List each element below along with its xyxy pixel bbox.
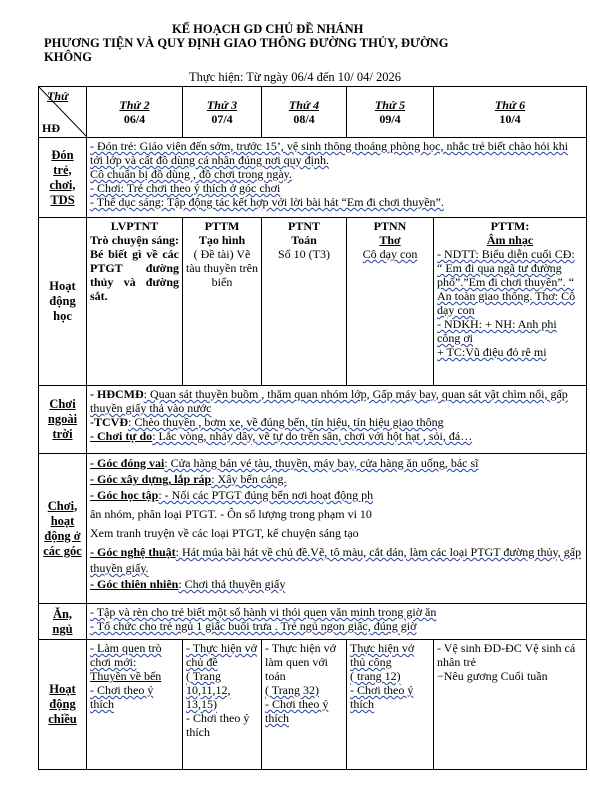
row-label-choi-goc xyxy=(39,454,87,604)
row-label-hoat-dong-hoc: Hoạt động học xyxy=(39,218,87,386)
hoc-body: Trò chuyện sáng: Bé biết gì về các PTGT đường thủy và đường sắt. xyxy=(90,233,179,303)
hoc-sub: Âm nhạc xyxy=(486,233,534,247)
outdoor-text: : Chèo thuyền , bơm xe, về đúng bến, tín hiệu, tín hiệu giao thông xyxy=(128,415,444,429)
title-line-2: PHƯƠNG TIỆN VÀ QUY ĐỊNH GIAO THÔNG ĐƯỜNG THỦY, ĐƯỜNG xyxy=(44,36,449,50)
chieu-line: - Thực hiện vở làm quen với toán xyxy=(265,641,336,683)
day-date: 07/4 xyxy=(211,112,233,126)
chieu-fri xyxy=(434,640,587,770)
day-header-mon xyxy=(87,87,183,138)
hoc-wed xyxy=(262,218,347,386)
day-date: 06/4 xyxy=(123,112,146,126)
row-an-ngu xyxy=(39,604,587,640)
chieu-line: - Chơi theo ý thích xyxy=(350,683,414,711)
row-choi-goc xyxy=(39,454,587,604)
row-label-text: Chơi ngoài trời xyxy=(47,397,78,441)
day-date: 08/4 xyxy=(293,112,315,126)
chieu-line: ( Trang 10,11,12, 13,15) xyxy=(186,669,231,711)
corner-line xyxy=(90,455,583,471)
hoc-line: - NDTT: Biểu diễn cuối CĐ: “ Em đi qua ngã tư đường phố”.”Em đi chơi thuyền”. “ An toàn giao thông. Thơ: Cô dạy con xyxy=(437,247,576,317)
day-name: Thứ 2 xyxy=(119,98,150,112)
day-name: Thứ 6 xyxy=(494,98,526,112)
row-don-tre xyxy=(39,138,587,218)
day-name: Thứ 5 xyxy=(374,98,406,112)
hoc-body: ( Đề tài) Vẽ tàu thuyền trên biển xyxy=(186,247,258,289)
don-tre-content xyxy=(87,138,587,218)
document-title xyxy=(44,22,584,64)
hoc-body: Số 10 (T3) xyxy=(278,247,330,261)
outdoor-head: - HĐCMĐ xyxy=(90,387,144,401)
corner-line: Xem tranh truyện về các loại PTGT, kể chuyện sáng tạo xyxy=(90,526,359,540)
chieu-line: −Nêu gương Cuối tuần xyxy=(437,669,548,683)
outdoor-text: : Lắc vòng, nhảy dây, vẽ tự do trên sân, chơi với hột hạt , sỏi, đá… xyxy=(152,429,473,443)
hoc-title: PTTM: xyxy=(490,219,530,233)
corner-head: - Góc thiên nhiên xyxy=(90,577,179,591)
row-hoat-dong-chieu xyxy=(39,640,587,770)
don-tre-line: - Thể dục sáng: Tập động tác kết hợp với lời bài hát “Em đi chơi thuyền”. xyxy=(90,195,444,209)
corner-head: - Góc nghệ thuật xyxy=(90,545,176,559)
corner-head: - Góc xây dựng, lắp ráp xyxy=(90,472,212,486)
title-line-1: KẾ HOẠCH GD CHỦ ĐỀ NHÁNH xyxy=(172,22,364,36)
row-label-an-ngu xyxy=(39,604,87,640)
chieu-line: - Vệ sinh ĐD-ĐC Vệ sinh cá nhân trẻ xyxy=(437,641,576,669)
hoc-sub: Toán xyxy=(291,233,317,247)
chieu-line: Thực hiện vở thủ công xyxy=(350,641,415,669)
an-ngu-line: - Tập và rèn cho trẻ biết một số hành vi thói quen văn minh trong giờ ăn xyxy=(90,605,437,619)
corner-head: - Góc đóng vai xyxy=(90,456,165,470)
day-date: 10/4 xyxy=(499,112,521,126)
chieu-wed xyxy=(262,640,347,770)
hoc-title: PTTM xyxy=(204,219,240,233)
chieu-line: - Chơi theo ý thích xyxy=(186,711,250,739)
hoc-line: + TC:Vũ điệu đỏ rê mi xyxy=(437,345,547,359)
hoc-sub: Thơ xyxy=(379,233,401,247)
outdoor-line xyxy=(90,415,583,429)
row-label-text: Hoạt động chiều xyxy=(48,682,77,726)
corner-line xyxy=(90,487,583,503)
hoc-tue xyxy=(183,218,262,386)
day-header-tue xyxy=(183,87,262,138)
corner-line: ân nhóm, phân loại PTGT. - Ôn số lượng trong phạm vi 10 xyxy=(90,507,372,521)
chieu-line: ( Trang 32) xyxy=(265,683,320,697)
hoc-fri xyxy=(434,218,587,386)
corner-line xyxy=(90,471,583,487)
title-line-3: KHÔNG xyxy=(44,50,92,64)
row-hoat-dong-hoc xyxy=(39,218,587,386)
corner-text: : Hát múa bài hát về chủ đề.Vẽ, tô màu, cắt dán, làm các loại PTGT đường thủy, gấp thuyền giấy. xyxy=(90,545,582,575)
date-range: Thực hiện: Từ ngày 06/4 đến 10/ 04/ 2026 xyxy=(189,70,401,84)
corner-cell xyxy=(39,87,87,138)
choi-goc-content xyxy=(87,454,587,604)
hoc-title: PTNN xyxy=(373,219,407,233)
hoc-body: Cô dạy con xyxy=(362,247,418,261)
chieu-thu xyxy=(347,640,434,770)
row-choi-ngoai-troi xyxy=(39,386,587,454)
row-label-text: Đón trẻ, chơi, TDS xyxy=(49,147,76,207)
header-row xyxy=(39,87,587,138)
chieu-line: - Chơi theo ý thích xyxy=(265,697,329,725)
corner-head: - Góc học tập xyxy=(90,488,159,502)
hoc-mon xyxy=(87,218,183,386)
chieu-mon xyxy=(87,640,183,770)
day-header-fri xyxy=(434,87,587,138)
don-tre-line: - Đón trẻ: Giáo viên đến sớm, trước 15’, vệ sinh thông thoáng phòng học, nhắc trẻ biết chào hỏi khi tới lớp và cất đồ dùng cá nhân đúng nơi quy định. xyxy=(90,139,569,167)
chieu-line: - Làm quen trò chơi mới: xyxy=(90,641,162,669)
corner-thu-label: Thứ xyxy=(47,89,69,103)
outdoor-text: : Quan sát thuyền buồm , thăm quan nhóm lớp, Gấp máy bay, quan sát vật chìm nổi, gấp thuyền giấy thả vào nước xyxy=(90,387,568,415)
hoc-line: - NDKH: + NH: Anh phi công ơi xyxy=(437,317,557,345)
day-date: 09/4 xyxy=(379,112,401,126)
corner-text: : - Nối các PTGT đúng bến nơi hoạt động ph xyxy=(158,488,374,502)
outdoor-head: - Chơi tự do xyxy=(90,429,153,443)
day-name: Thứ 3 xyxy=(206,98,238,112)
chieu-line: - Chơi theo ý thích xyxy=(90,683,154,711)
an-ngu-content xyxy=(87,604,587,640)
row-label-don-tre xyxy=(39,138,87,218)
corner-text: : Chơi thả thuyền giấy xyxy=(178,577,286,591)
row-label-text: Chơi, hoạt động ở các góc xyxy=(43,498,82,558)
choi-ngoai-troi-content xyxy=(87,386,587,454)
hoc-title: PTNT xyxy=(287,219,320,233)
don-tre-line: - Chơi: Trẻ chơi theo ý thích ở góc chơi xyxy=(90,181,281,195)
day-header-thu xyxy=(347,87,434,138)
corner-text: : Cửa hàng bán vé tàu, thuyền, máy bay, cửa hàng ăn uống, bác sĩ xyxy=(164,456,479,470)
don-tre-line: Cô chuẩn bị đồ dùng , đồ chơi trong ngày. xyxy=(90,167,292,181)
outdoor-line xyxy=(90,429,583,443)
chieu-line: - Thực hiện vở chủ đề xyxy=(186,641,257,669)
day-name: Thứ 4 xyxy=(288,98,320,112)
hoc-sub: Tạo hình xyxy=(198,233,246,247)
corner-line xyxy=(90,576,583,592)
corner-hd-label: HĐ xyxy=(42,121,60,135)
outdoor-head: -TCVĐ xyxy=(90,415,128,429)
chieu-line: Thuyền về bến xyxy=(90,669,162,683)
row-label-text: Ăn, ngủ xyxy=(52,606,73,636)
chieu-line: ( trang 12) xyxy=(350,669,401,683)
corner-text: : Xây bến cảng. xyxy=(211,472,287,486)
hoc-title: LVPTNT xyxy=(110,219,159,233)
corner-line xyxy=(90,544,583,576)
chieu-tue xyxy=(183,640,262,770)
an-ngu-line: - Tổ chức cho trẻ ngủ 1 giấc buổi trưa . Trẻ ngủ ngon giấc, đúng giờ xyxy=(90,619,417,633)
hoc-thu xyxy=(347,218,434,386)
row-label-chieu xyxy=(39,640,87,770)
outdoor-line xyxy=(90,387,583,415)
row-label-choi-ngoai-troi xyxy=(39,386,87,454)
day-header-wed xyxy=(262,87,347,138)
schedule-table xyxy=(38,86,587,770)
